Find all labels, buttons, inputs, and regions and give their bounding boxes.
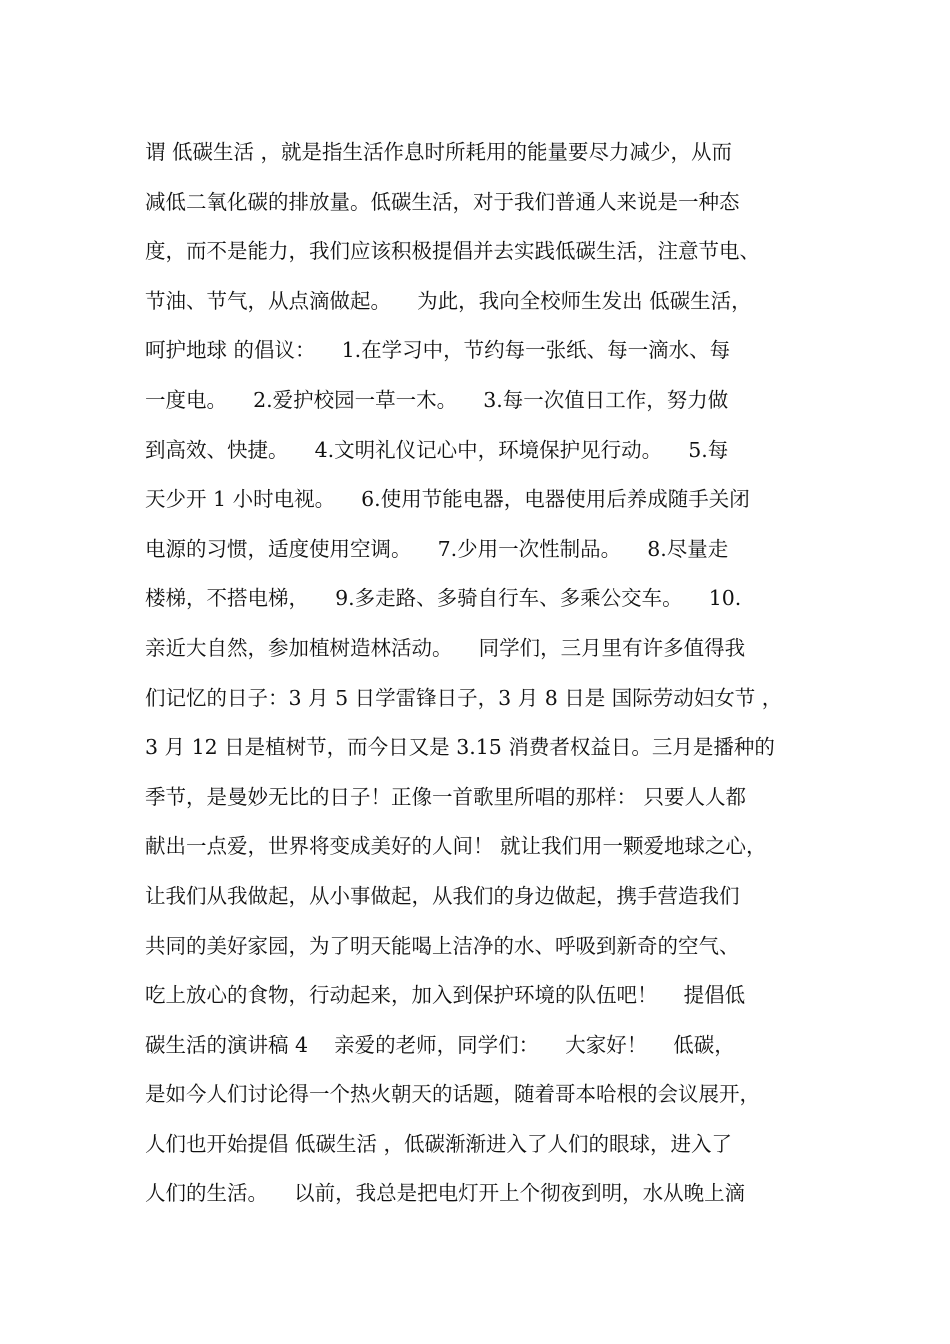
- text-line: 天少开 1 小时电视。 6.使用节能电器，电器使用后养成随手关闭: [145, 487, 750, 512]
- text-line: 让我们从我做起，从小事做起，从我们的身边做起，携手营造我们: [145, 883, 740, 908]
- text-line: 是如今人们讨论得一个热火朝天的话题，随着哥本哈根的会议展开，: [145, 1082, 760, 1107]
- text-line: 减低二氧化碳的排放量。低碳生活，对于我们普通人来说是一种态: [145, 189, 740, 214]
- text-line: 谓 低碳生活 ，就是指生活作息时所耗用的能量要尽力减少，从而: [145, 140, 733, 164]
- text-line: 们记忆的日子：3 月 5 日学雷锋日子，3 月 8 日是 国际劳动妇女节 ，: [145, 685, 783, 710]
- text-line: 呵护地球 的倡议： 1.在学习中，节约每一张纸、每一滴水、每: [145, 338, 731, 363]
- text-line: 人们的生活。 以前，我总是把电灯开上个彻夜到明，水从晚上滴: [145, 1181, 746, 1206]
- text-line: 人们也开始提倡 低碳生活 ，低碳渐渐进入了人们的眼球，进入了: [145, 1131, 733, 1156]
- text-line: 一度电。 2.爱护校园一草一木。 3.每一次值日工作，努力做: [145, 387, 729, 412]
- text-line: 季节，是曼妙无比的日子！正像一首歌里所唱的那样： 只要人人都: [145, 784, 747, 809]
- text-line: 电源的习惯，适度使用空调。 7.少用一次性制品。 8.尽量走: [145, 536, 729, 561]
- text-line: 度，而不是能力，我们应该积极提倡并去实践低碳生活，注意节电、: [145, 239, 760, 264]
- text-line: 节油、节气，从点滴做起。 为此，我向全校师生发出 低碳生活，: [145, 288, 752, 313]
- text-line: 楼梯，不搭电梯， 9.多走路、多骑自行车、多乘公交车。 10.: [145, 586, 742, 611]
- body-text: [145, 128, 835, 1219]
- text-line: 吃上放心的食物，行动起来，加入到保护环境的队伍吧！ 提倡低: [145, 983, 746, 1008]
- text-line: 到高效、快捷。 4.文明礼仪记心中，环境保护见行动。 5.每: [145, 437, 729, 462]
- text-line: 碳生活的演讲稿 4 亲爱的老师，同学们： 大家好！ 低碳，: [145, 1032, 735, 1057]
- text-line: 共同的美好家园，为了明天能喝上洁净的水、呼吸到新奇的空气、: [145, 933, 740, 958]
- text-line: 3 月 12 日是植树节，而今日又是 3.15 消费者权益日。三月是播种的: [145, 735, 775, 760]
- text-line: 献出一点爱，世界将变成美好的人间！ 就让我们用一颗爱地球之心，: [145, 834, 767, 859]
- text-line: 亲近大自然，参加植树造林活动。 同学们，三月里有许多值得我: [145, 635, 746, 660]
